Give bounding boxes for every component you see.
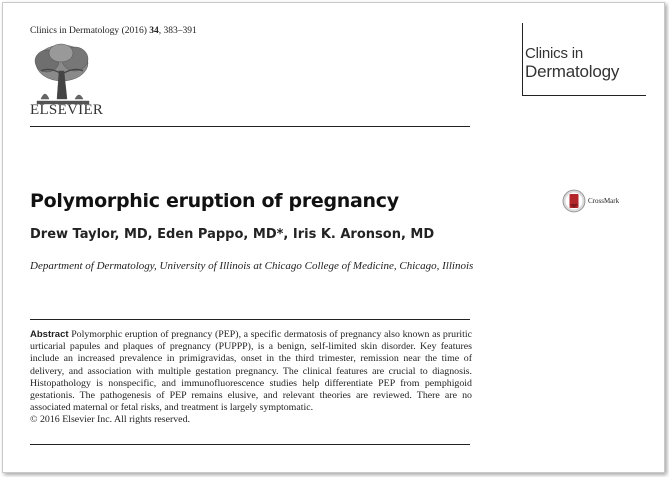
abstract-text: Polymorphic eruption of pregnancy (PEP), a specific dermatosis of pregnancy also known as pruritic urticarial papules and plaques of pregnancy (PUPPP), is a benign, self-limited skin disorder. Key features include an increased prevalence in primigravidas, onset in the third trimester, remission near the time of delivery, and association with multiple gestation pregnancy. The clinical features are crucial to diagnosis. Histopathology is nonspecific, and immunofluorescence studies help differentiate PEP from pemphigoid gestationis. The pathogenesis of PEP remains elusive, and relevant theories are reviewed. There are no associated maternal or fetal risks, and treatment is largely symptomatic.	[30, 329, 472, 414]
citation	[30, 26, 197, 36]
abstract	[30, 329, 472, 427]
citation-pages: , 383–391	[158, 26, 197, 36]
divider	[522, 95, 646, 96]
article-authors: Drew Taylor, MD, Eden Pappo, MD*, Iris K. Aronson, MD	[30, 227, 435, 242]
divider	[30, 444, 470, 445]
crossmark-label: CrossMark	[588, 197, 620, 205]
elsevier-tree-icon	[27, 41, 97, 107]
article-title: Polymorphic eruption of pregnancy	[30, 190, 399, 212]
citation-volume: 34	[149, 26, 159, 36]
journal-logo-line1: Clinics in	[525, 45, 584, 62]
crossmark-icon	[562, 189, 586, 213]
publisher-name: ELSEVIER	[30, 102, 104, 118]
article-affiliation: Department of Dermatology, University of Illinois at Chicago College of Medicine, Chicago, Illinois	[30, 260, 474, 272]
journal-logo	[525, 46, 619, 80]
citation-year: (2016)	[121, 26, 147, 36]
divider	[522, 23, 523, 96]
citation-journal: Clinics in Dermatology	[30, 26, 120, 36]
copyright: © 2016 Elsevier Inc. All rights reserved.	[30, 414, 190, 426]
divider	[30, 319, 470, 320]
abstract-label: Abstract	[30, 329, 69, 340]
page-frame	[2, 2, 665, 473]
divider	[30, 126, 470, 127]
journal-logo-line2: Dermatology	[525, 62, 620, 81]
crossmark-badge[interactable]	[562, 189, 619, 213]
